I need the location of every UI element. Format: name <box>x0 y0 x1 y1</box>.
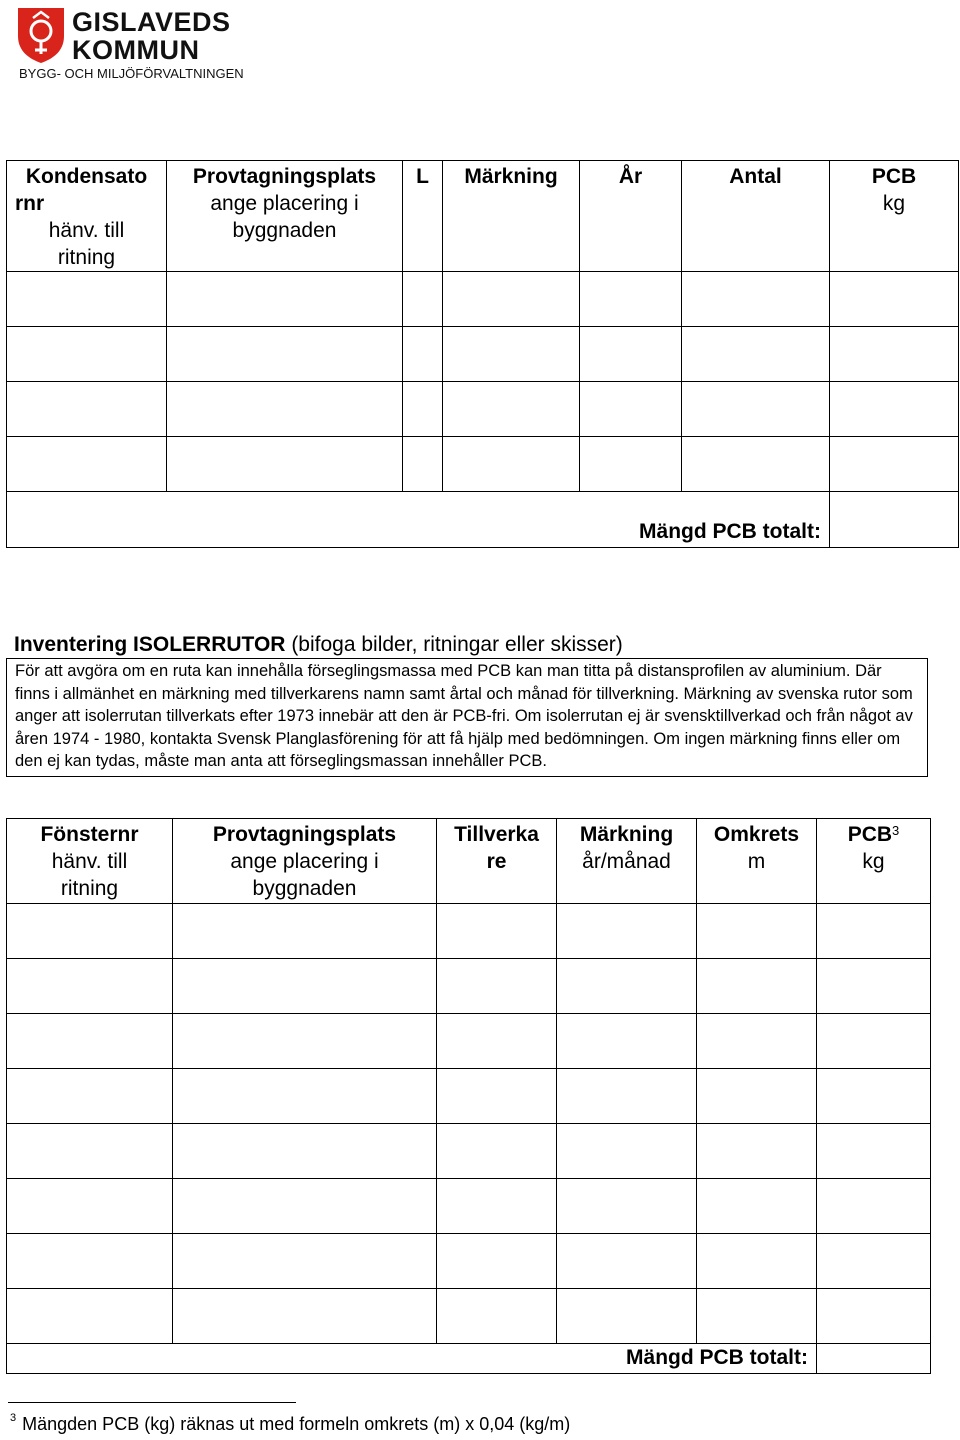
total-row <box>7 492 959 548</box>
table-cell[interactable] <box>167 327 403 382</box>
header-sampling-location: Provtagningsplats ange placering i byggnaden <box>173 819 437 904</box>
table-cell[interactable] <box>167 382 403 437</box>
table-cell[interactable] <box>443 272 580 327</box>
windows-table <box>6 818 931 1374</box>
condenser-table-header <box>7 161 959 272</box>
table-cell[interactable] <box>830 382 959 437</box>
table-row <box>7 382 959 437</box>
table-row <box>7 1179 931 1234</box>
table-cell[interactable] <box>817 904 931 959</box>
total-row <box>7 1344 931 1374</box>
table-cell[interactable] <box>817 1014 931 1069</box>
table-row <box>7 904 931 959</box>
table-cell[interactable] <box>443 437 580 492</box>
table-cell[interactable] <box>557 1179 697 1234</box>
coat-of-arms-icon <box>16 6 66 64</box>
total-pcb-cell[interactable] <box>830 492 959 548</box>
header-count: Antal <box>682 161 830 272</box>
inventory-section <box>6 632 928 777</box>
table-cell[interactable] <box>173 1234 437 1289</box>
header-manufacturer: Tillverka re <box>437 819 557 904</box>
table-cell[interactable] <box>697 959 817 1014</box>
table-cell[interactable] <box>167 272 403 327</box>
org-name-line1: GISLAVEDS <box>72 7 231 37</box>
table-cell[interactable] <box>817 1069 931 1124</box>
org-name-line2: KOMMUN <box>72 35 200 65</box>
table-row <box>7 272 959 327</box>
table-cell[interactable] <box>437 1124 557 1179</box>
total-label: Mängd PCB totalt: <box>7 1344 817 1374</box>
table-cell[interactable] <box>817 1234 931 1289</box>
table-row <box>7 1014 931 1069</box>
table-cell[interactable] <box>682 327 830 382</box>
header-pcb-kg: PCB kg <box>830 161 959 272</box>
header-year: År <box>580 161 682 272</box>
table-cell[interactable] <box>697 1069 817 1124</box>
table-cell[interactable] <box>557 1124 697 1179</box>
table-cell[interactable] <box>7 1234 173 1289</box>
total-label: Mängd PCB totalt: <box>7 492 830 548</box>
header-sampling-location: Provtagningsplats ange placering i byggnaden <box>167 161 403 272</box>
table-cell[interactable] <box>7 382 167 437</box>
table-cell[interactable] <box>173 959 437 1014</box>
table-cell[interactable] <box>403 272 443 327</box>
table-cell[interactable] <box>173 1124 437 1179</box>
table-cell[interactable] <box>437 1234 557 1289</box>
table-cell[interactable] <box>697 1289 817 1344</box>
table-cell[interactable] <box>697 1179 817 1234</box>
footnote <box>10 1414 570 1435</box>
table-cell[interactable] <box>7 437 167 492</box>
table-cell[interactable] <box>557 1234 697 1289</box>
table-cell[interactable] <box>7 959 173 1014</box>
table-cell[interactable] <box>830 437 959 492</box>
table-cell[interactable] <box>682 272 830 327</box>
table-cell[interactable] <box>443 382 580 437</box>
table-cell[interactable] <box>437 1069 557 1124</box>
table-cell[interactable] <box>557 1289 697 1344</box>
table-row <box>7 327 959 382</box>
table-cell[interactable] <box>7 1124 173 1179</box>
header-window-number: Fönsternr hänv. till ritning <box>7 819 173 904</box>
table-cell[interactable] <box>817 1124 931 1179</box>
footnote-marker: 3 <box>892 823 900 838</box>
table-cell[interactable] <box>167 437 403 492</box>
header-l: L <box>403 161 443 272</box>
inventory-title: Inventering ISOLERRUTOR (bifoga bilder, ritningar eller skisser) <box>14 633 623 656</box>
header-perimeter: Omkrets m <box>697 819 817 904</box>
table-cell[interactable] <box>443 327 580 382</box>
table-cell[interactable] <box>682 382 830 437</box>
condenser-table <box>6 160 959 548</box>
table-cell[interactable] <box>173 904 437 959</box>
table-cell[interactable] <box>7 1069 173 1124</box>
table-cell[interactable] <box>173 1069 437 1124</box>
table-cell[interactable] <box>697 1124 817 1179</box>
table-row <box>7 1124 931 1179</box>
table-cell[interactable] <box>403 437 443 492</box>
table-row <box>7 959 931 1014</box>
table-cell[interactable] <box>7 1289 173 1344</box>
table-cell[interactable] <box>7 327 167 382</box>
table-cell[interactable] <box>830 272 959 327</box>
table-cell[interactable] <box>697 1014 817 1069</box>
table-cell[interactable] <box>580 272 682 327</box>
windows-table-header <box>7 819 931 904</box>
header-condenser-number: Kondensato rnr hänv. till ritning <box>7 161 167 272</box>
footnote-text: Mängden PCB (kg) räknas ut med formeln omkrets (m) x 0,04 (kg/m) <box>22 1414 571 1434</box>
table-cell[interactable] <box>557 959 697 1014</box>
footnote-marker: 3 <box>10 1412 17 1424</box>
table-cell[interactable] <box>697 1234 817 1289</box>
footnote-divider <box>8 1402 296 1403</box>
inventory-instructions: För att avgöra om en ruta kan innehålla förseglingsmassa med PCB kan man titta på distansprofilen av aluminium. Där finns i allmänhet en märkning med tillverkarens namn samt årtal och månad för tillverkning. Märkning av svenska rutor som anger att isolerrutan tillverkats efter 1973 innebär att den är PCB-fri. Om isolerrutan ej är svensktillverkad och från något av åren 1974 - 1980, kontakta Svensk Planglasförening för att få hjälp med bedömningen. Om ingen märkning finns eller om den ej kan tydas, måste man anta att förseglingsmassan innehåller PCB. <box>6 658 928 777</box>
table-cell[interactable] <box>682 437 830 492</box>
table-row <box>7 1234 931 1289</box>
table-row <box>7 437 959 492</box>
total-pcb-cell[interactable] <box>817 1344 931 1374</box>
table-cell[interactable] <box>580 382 682 437</box>
table-cell[interactable] <box>437 1289 557 1344</box>
table-cell[interactable] <box>817 959 931 1014</box>
department-name: BYGG- OCH MILJÖFÖRVALTNINGEN <box>19 66 244 81</box>
table-cell[interactable] <box>7 1179 173 1234</box>
header-marking: Märkning år/månad <box>557 819 697 904</box>
table-cell[interactable] <box>817 1179 931 1234</box>
table-cell[interactable] <box>697 904 817 959</box>
table-cell[interactable] <box>437 1014 557 1069</box>
municipality-logo <box>16 6 316 86</box>
table-cell[interactable] <box>403 382 443 437</box>
table-cell[interactable] <box>173 1014 437 1069</box>
table-cell[interactable] <box>580 437 682 492</box>
header-marking: Märkning <box>443 161 580 272</box>
table-cell[interactable] <box>173 1179 437 1234</box>
table-cell[interactable] <box>7 272 167 327</box>
table-cell[interactable] <box>7 904 173 959</box>
table-cell[interactable] <box>173 1289 437 1344</box>
table-cell[interactable] <box>437 904 557 959</box>
table-cell[interactable] <box>817 1289 931 1344</box>
table-row <box>7 1069 931 1124</box>
table-cell[interactable] <box>830 327 959 382</box>
table-row <box>7 1289 931 1344</box>
table-cell[interactable] <box>557 904 697 959</box>
table-cell[interactable] <box>7 1014 173 1069</box>
table-cell[interactable] <box>580 327 682 382</box>
table-cell[interactable] <box>557 1069 697 1124</box>
table-cell[interactable] <box>403 327 443 382</box>
table-cell[interactable] <box>557 1014 697 1069</box>
table-cell[interactable] <box>437 959 557 1014</box>
header-pcb-kg: PCB$^3$ kg <box>817 819 931 904</box>
table-cell[interactable] <box>437 1179 557 1234</box>
